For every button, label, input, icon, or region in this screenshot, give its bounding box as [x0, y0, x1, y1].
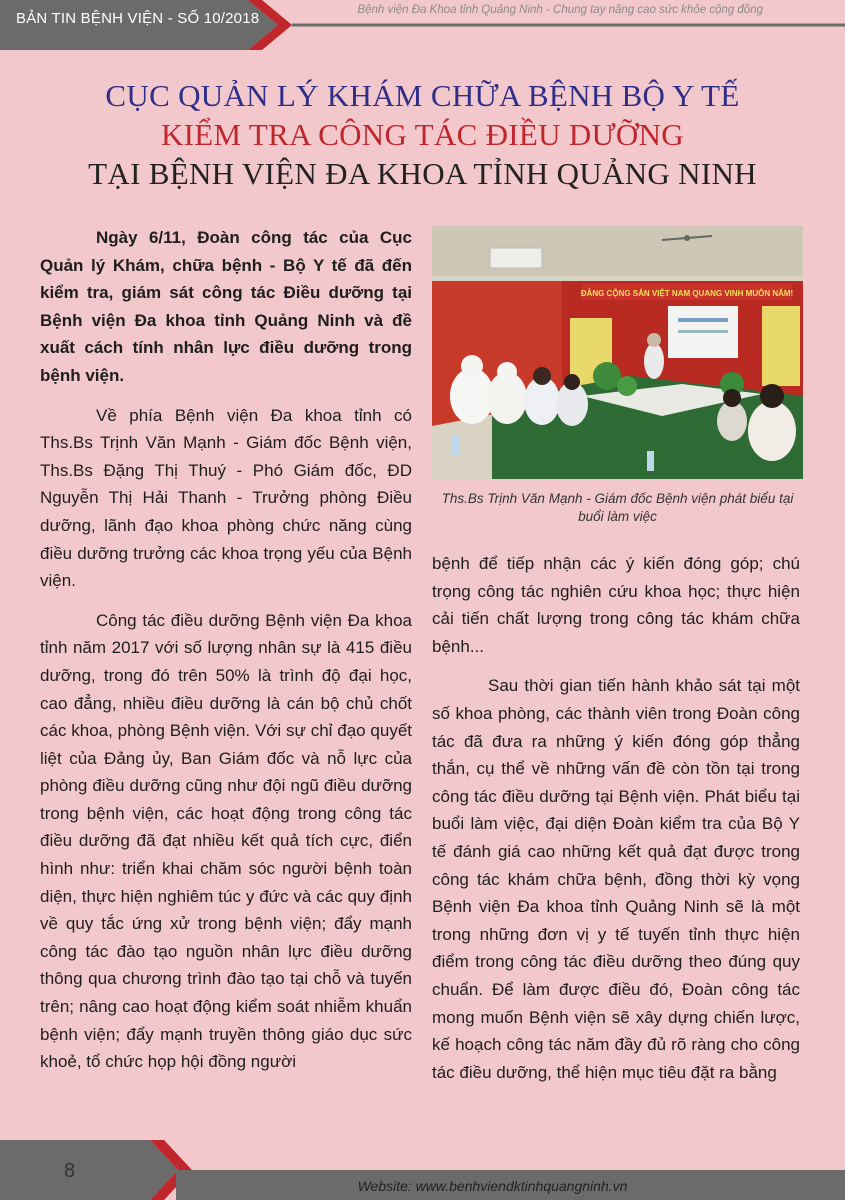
photo-caption: Ths.Bs Trịnh Văn Mạnh - Giám đốc Bệnh viện phát biểu tại buổi làm việc — [441, 491, 794, 524]
issue-label: BẢN TIN BỆNH VIỆN - SỐ 10/2018 — [16, 10, 260, 27]
page-number: 8 — [64, 1160, 76, 1182]
article-title — [0, 76, 845, 194]
banner-text: ĐẢNG CỘNG SẢN VIỆT NAM QUANG VINH MUÔN NĂM! — [580, 289, 794, 298]
website-link[interactable]: Website: www.benhviendktinhquangninh.vn — [357, 1178, 628, 1194]
paragraph-3: Sau thời gian tiến hành khảo sát tại một số khoa phòng, các thành viên trong Đoàn công tác đã đưa ra những ý kiến đóng góp thẳng thắn, cụ thể về những vấn đề còn tồn tại trong công tác điều dưỡng tại Bệnh viện. Phát biểu tại buổi làm việc, đại diện Đoàn kiểm tra của Bộ Y tế đánh giá cao những kết quả đạt được trong công tác khám chữa bệnh, đồng thời kỳ vọng Bệnh viện Đa khoa tỉnh Quảng Ninh sẽ là một trong những đơn vị y tế tuyến tỉnh thực hiện điểm trong công tác điều dưỡng theo đúng quy chuẩn. Để làm được điều đó, Đoàn công tác mong muốn Bệnh viện sẽ xây dựng chiến lược, kế hoạch công tác năm đầy đủ rõ ràng cho công tác điều dưỡng, thể hiện mục tiêu đặt ra bằng — [432, 676, 800, 1082]
paragraph-1: Về phía Bệnh viện Đa khoa tỉnh có Ths.Bs Trịnh Văn Mạnh - Giám đốc Bệnh viện, Ths.Bs Đặng Thị Thuý - Phó Giám đốc, ĐD Nguyễn Thị Hải Thanh - Trưởng phòng Điều dưỡng, lãnh đạo khoa phòng chức năng cùng điều dưỡng trưởng các khoa trọng yếu của Bệnh viện. — [40, 405, 412, 591]
paragraph-2-continued: bệnh để tiếp nhận các ý kiến đóng góp; chú trọng công tác nghiên cứu khoa học; thực hiện cải tiến chất lượng trong công tác khám chữa bệnh... — [432, 554, 800, 656]
title-line-3: TẠI BỆNH VIỆN ĐA KHOA TỈNH QUẢNG NINH — [88, 156, 757, 191]
lead-paragraph: Ngày 6/11, Đoàn công tác của Cục Quản lý Khám, chữa bệnh - Bộ Y tế đã đến kiểm tra, giám sát công tác Điều dưỡng tại Bệnh viện Đa khoa tỉnh Quảng Ninh và đề xuất cách tính nhân lực điều dưỡng trong bệnh viện. — [40, 228, 412, 385]
title-line-2: KIỂM TRA CÔNG TÁC ĐIỀU DƯỠNG — [160, 117, 684, 152]
meeting-photo — [432, 226, 803, 479]
left-column — [40, 224, 412, 1088]
right-column — [432, 550, 800, 1098]
title-line-1: CỤC QUẢN LÝ KHÁM CHỮA BỆNH BỘ Y TẾ — [105, 78, 740, 113]
paragraph-2: Công tác điều dưỡng Bệnh viện Đa khoa tỉnh năm 2017 với số lượng nhân sự là 415 điều dưỡng, trong đó trên 50% là trình độ đại học, cao đẳng, nhiều điều dưỡng là cán bộ chủ chốt các khoa, phòng Bệnh viện. Với sự chỉ đạo quyết liệt của Đảng ủy, Ban Giám đốc và nỗ lực của phòng điều dưỡng cũng như đội ngũ điều dưỡng trong bệnh viện, các hoạt động trong công tác điều dưỡng đã đạt nhiều kết quả tích cực, điển hình như: triển khai chăm sóc người bệnh toàn diện, thực hiện nghiêm túc y đức và các quy định về quy tắc ứng xử trong bệnh viện; đẩy mạnh công tác đào tạo nguồn nhân lực điều dưỡng thông qua chương trình đào tạo tại chỗ và tuyến trên; nâng cao hoạt động kiểm soát nhiễm khuẩn bệnh viện; đẩy mạnh truyền thông giáo dục sức khoẻ, tổ chức họp hội đồng người — [40, 610, 412, 1072]
header-tagline: Bệnh viện Đa Khoa tỉnh Quảng Ninh - Chung tay nâng cao sức khỏe cộng đồng — [357, 4, 763, 16]
